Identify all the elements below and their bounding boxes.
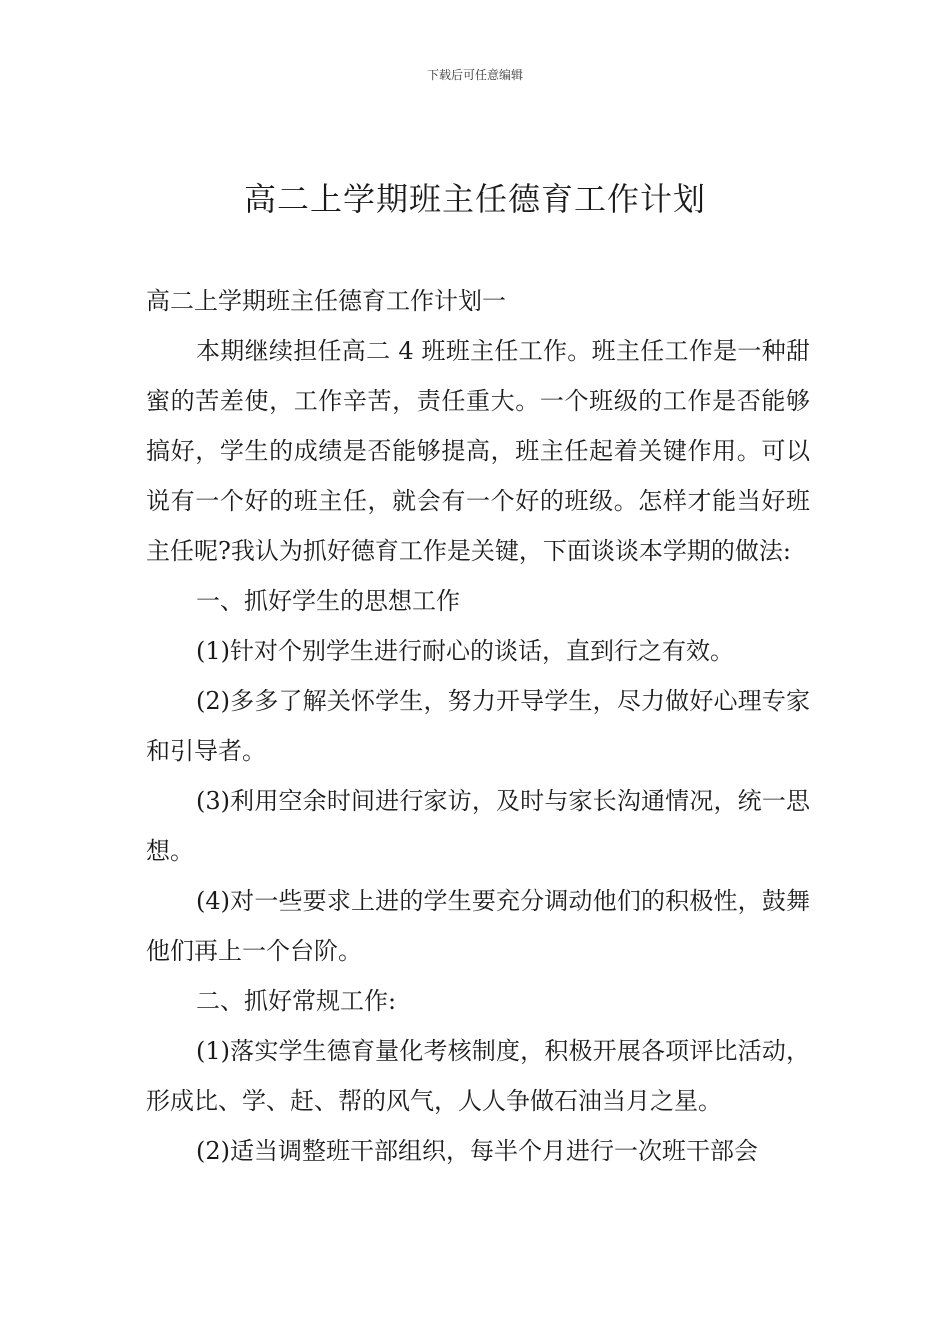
list-item-1-2: (2)多多了解关怀学生，努力开导学生，尽力做好心理专家和引导者。 — [146, 687, 810, 765]
list-item-2-2: (2)适当调整班干部组织，每半个月进行一次班干部会 — [196, 1137, 758, 1165]
intro-paragraph: 本期继续担任高二 4 班班主任工作。班主任工作是一种甜蜜的苦差使，工作辛苦，责任重大。一个班级的工作是否能够搞好，学生的成绩是否能够提高，班主任起着关键作用。可以说有一个好的班主任，就会有一个好的班级。怎样才能当好班主任呢?我认为抓好德育工作是关键，下面谈谈本学期的做法: — [146, 337, 810, 565]
section-one-heading: 一、抓好学生的思想工作 — [196, 587, 460, 615]
list-item-1-1: (1)针对个别学生进行耐心的谈话，直到行之有效。 — [196, 637, 734, 665]
list-item-1-3: (3)利用空余时间进行家访，及时与家长沟通情况，统一思想。 — [146, 787, 810, 865]
list-item-1-4: (4)对一些要求上进的学生要充分调动他们的积极性，鼓舞他们再上一个台阶。 — [146, 887, 810, 965]
document-body — [146, 276, 810, 1176]
section-heading: 高二上学期班主任德育工作计划一 — [146, 287, 506, 315]
section-two-heading: 二、抓好常规工作: — [196, 987, 397, 1015]
header-note: 下载后可任意编辑 — [426, 68, 523, 82]
document-title: 高二上学期班主任德育工作计划 — [243, 180, 706, 218]
list-item-2-1: (1)落实学生德育量化考核制度，积极开展各项评比活动，形成比、学、赶、帮的风气，人人争做石油当月之星。 — [146, 1037, 810, 1115]
